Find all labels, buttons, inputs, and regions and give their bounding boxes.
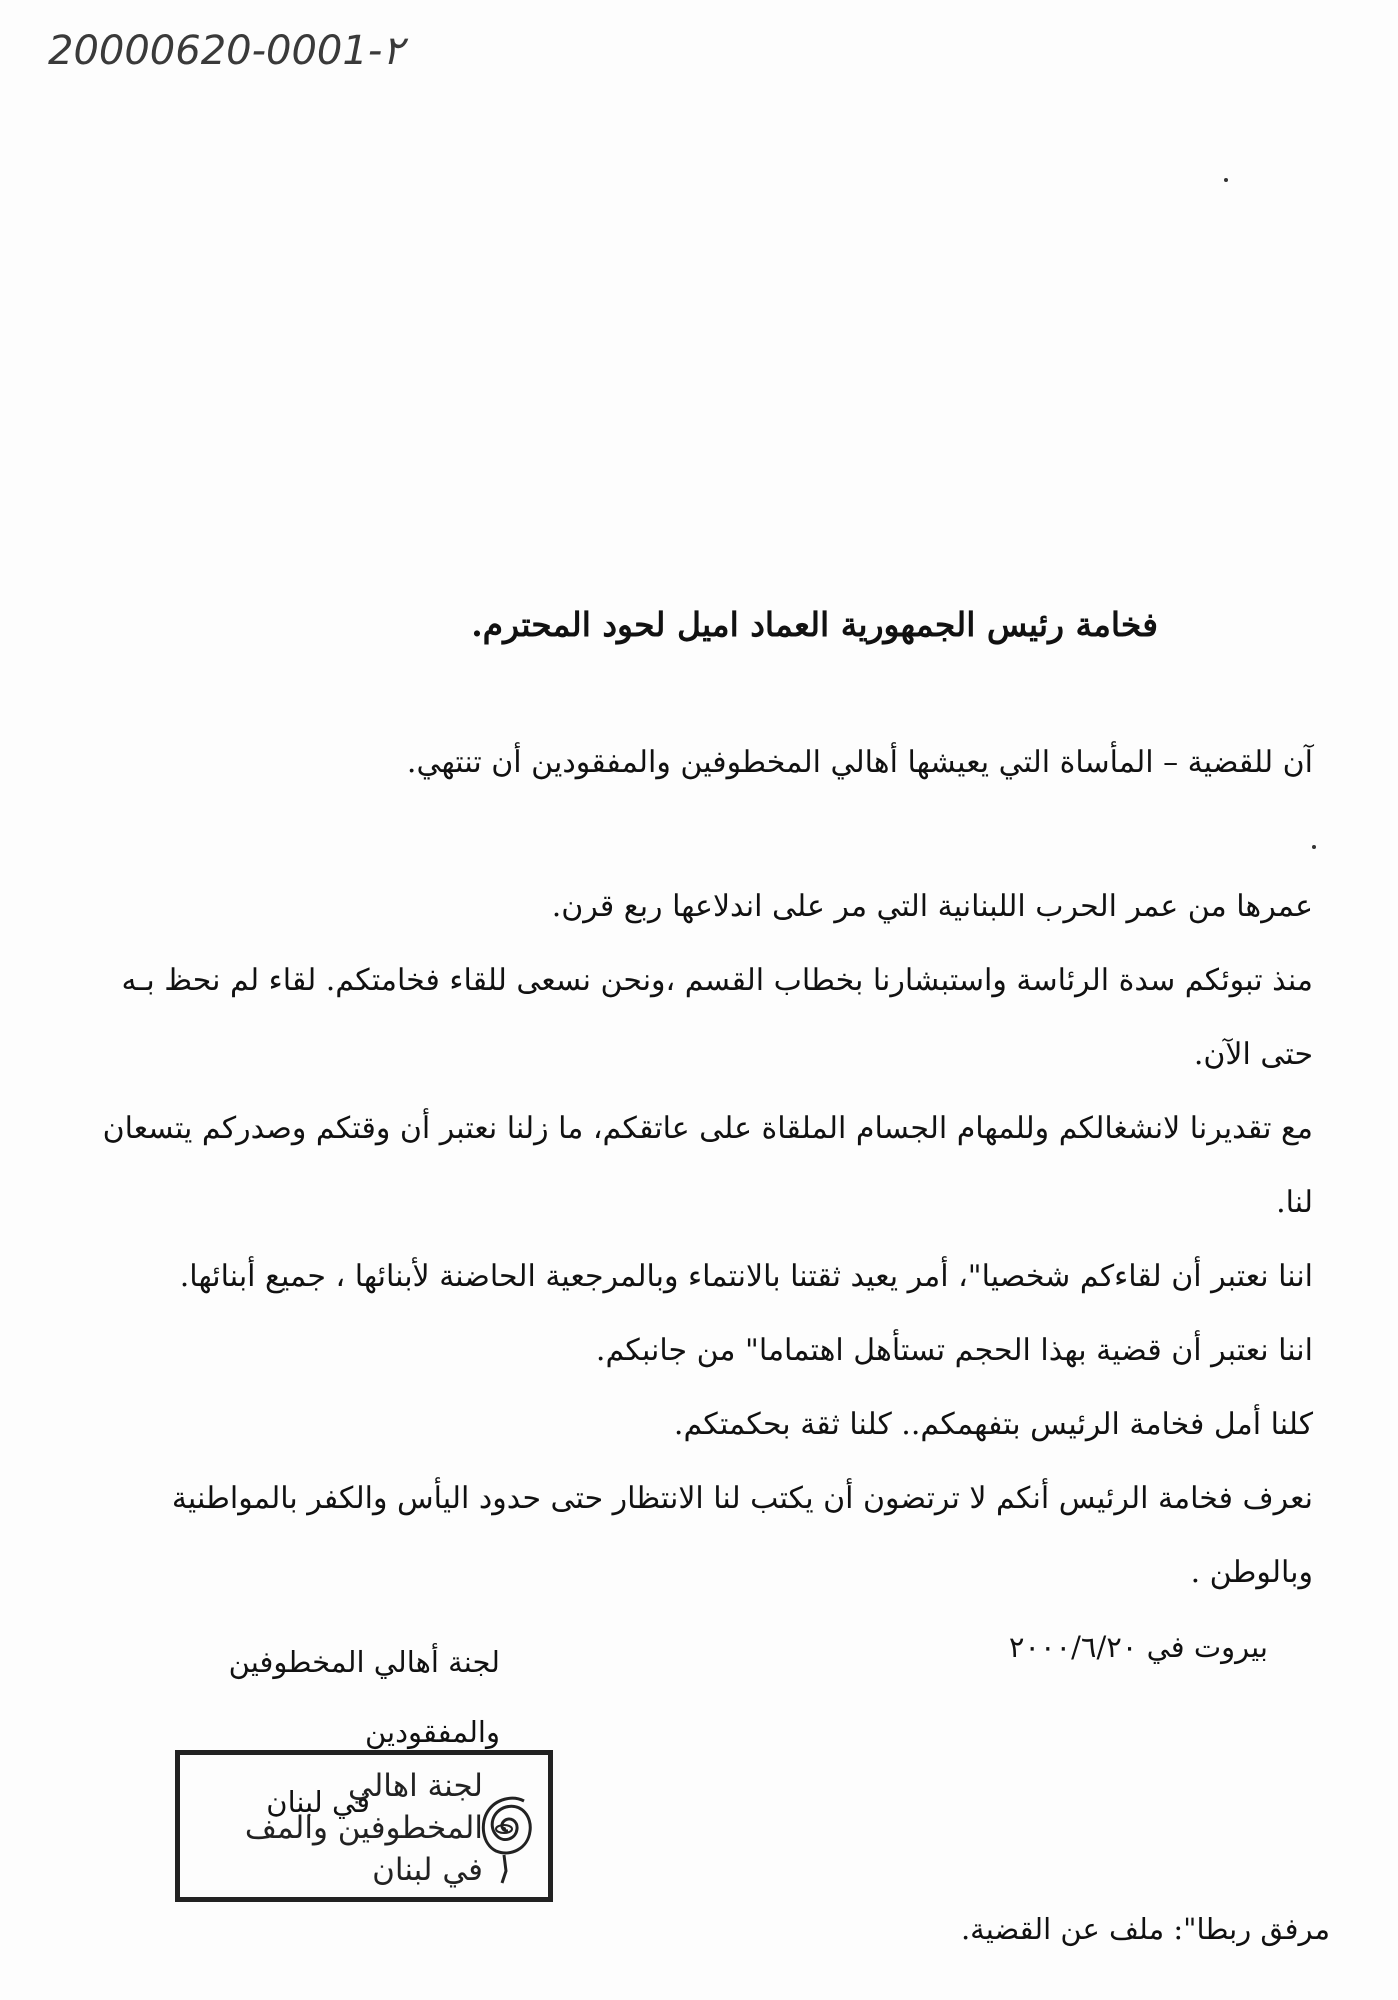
- salutation: فخامة رئيس الجمهورية العماد اميل لحود المحترم.: [471, 605, 1158, 644]
- intro-line: آن للقضية – المأساة التي يعيشها أهالي المخطوفين والمفقودين أن تنتهي.: [406, 745, 1313, 780]
- attachment-note: مرفق ربطا": ملف عن القضية.: [960, 1912, 1330, 1946]
- body-paragraph: اننا نعتبر أن لقاءكم شخصيا"، أمر يعيد ثقتنا بالانتماء وبالمرجعية الحاضنة لأبنائها ، جميع أبنائها.: [179, 1259, 1313, 1294]
- signature-country: في لبنان: [266, 1785, 370, 1819]
- body-paragraph: منذ تبوئكم سدة الرئاسة واستبشارنا بخطاب القسم ،ونحن نسعى للقاء فخامتكم. لقاء لم نحظ بـه حتى الآن.: [121, 963, 1313, 1072]
- stamp-line: المخطوفين والمف: [244, 1810, 483, 1846]
- stamp-text: [198, 1765, 483, 1891]
- ink-dot: [1224, 178, 1228, 182]
- signature-committee-name: لجنة أهالي المخطوفين والمفقودين: [228, 1645, 500, 1749]
- body-paragraph: اننا نعتبر أن قضية بهذا الحجم تستأهل اهتماما" من جانبكم.: [595, 1333, 1313, 1368]
- letter-body: [73, 870, 1313, 1610]
- handwritten-document-id: 20000620-0001-٢: [48, 28, 404, 74]
- stamp-line: في لبنان: [372, 1852, 483, 1888]
- stamp-line: لجنة اهالي: [348, 1768, 483, 1804]
- body-paragraph: كلنا أمل فخامة الرئيس بتفهمكم.. كلنا ثقة بحكمتكم.: [673, 1407, 1313, 1442]
- body-paragraph: عمرها من عمر الحرب اللبنانية التي مر على اندلاعها ربع قرن.: [551, 889, 1313, 924]
- ink-dot: [1312, 845, 1316, 849]
- body-paragraph: نعرف فخامة الرئيس أنكم لا ترتضون أن يكتب لنا الانتظار حتى حدود اليأس والكفر بالمواطنية وبالوطن .: [171, 1481, 1313, 1590]
- committee-stamp: [175, 1750, 553, 1902]
- date-and-place: بيروت في ٢٠٠٠/٦/٢٠: [1008, 1630, 1268, 1664]
- body-paragraph: مع تقديرنا لانشغالكم وللمهام الجسام الملقاة على عاتقكم، ما زلنا نعتبر أن وقتكم وصدركم يتسعان لنا.: [102, 1111, 1313, 1220]
- spiral-eye-logo-icon: [474, 1771, 542, 1889]
